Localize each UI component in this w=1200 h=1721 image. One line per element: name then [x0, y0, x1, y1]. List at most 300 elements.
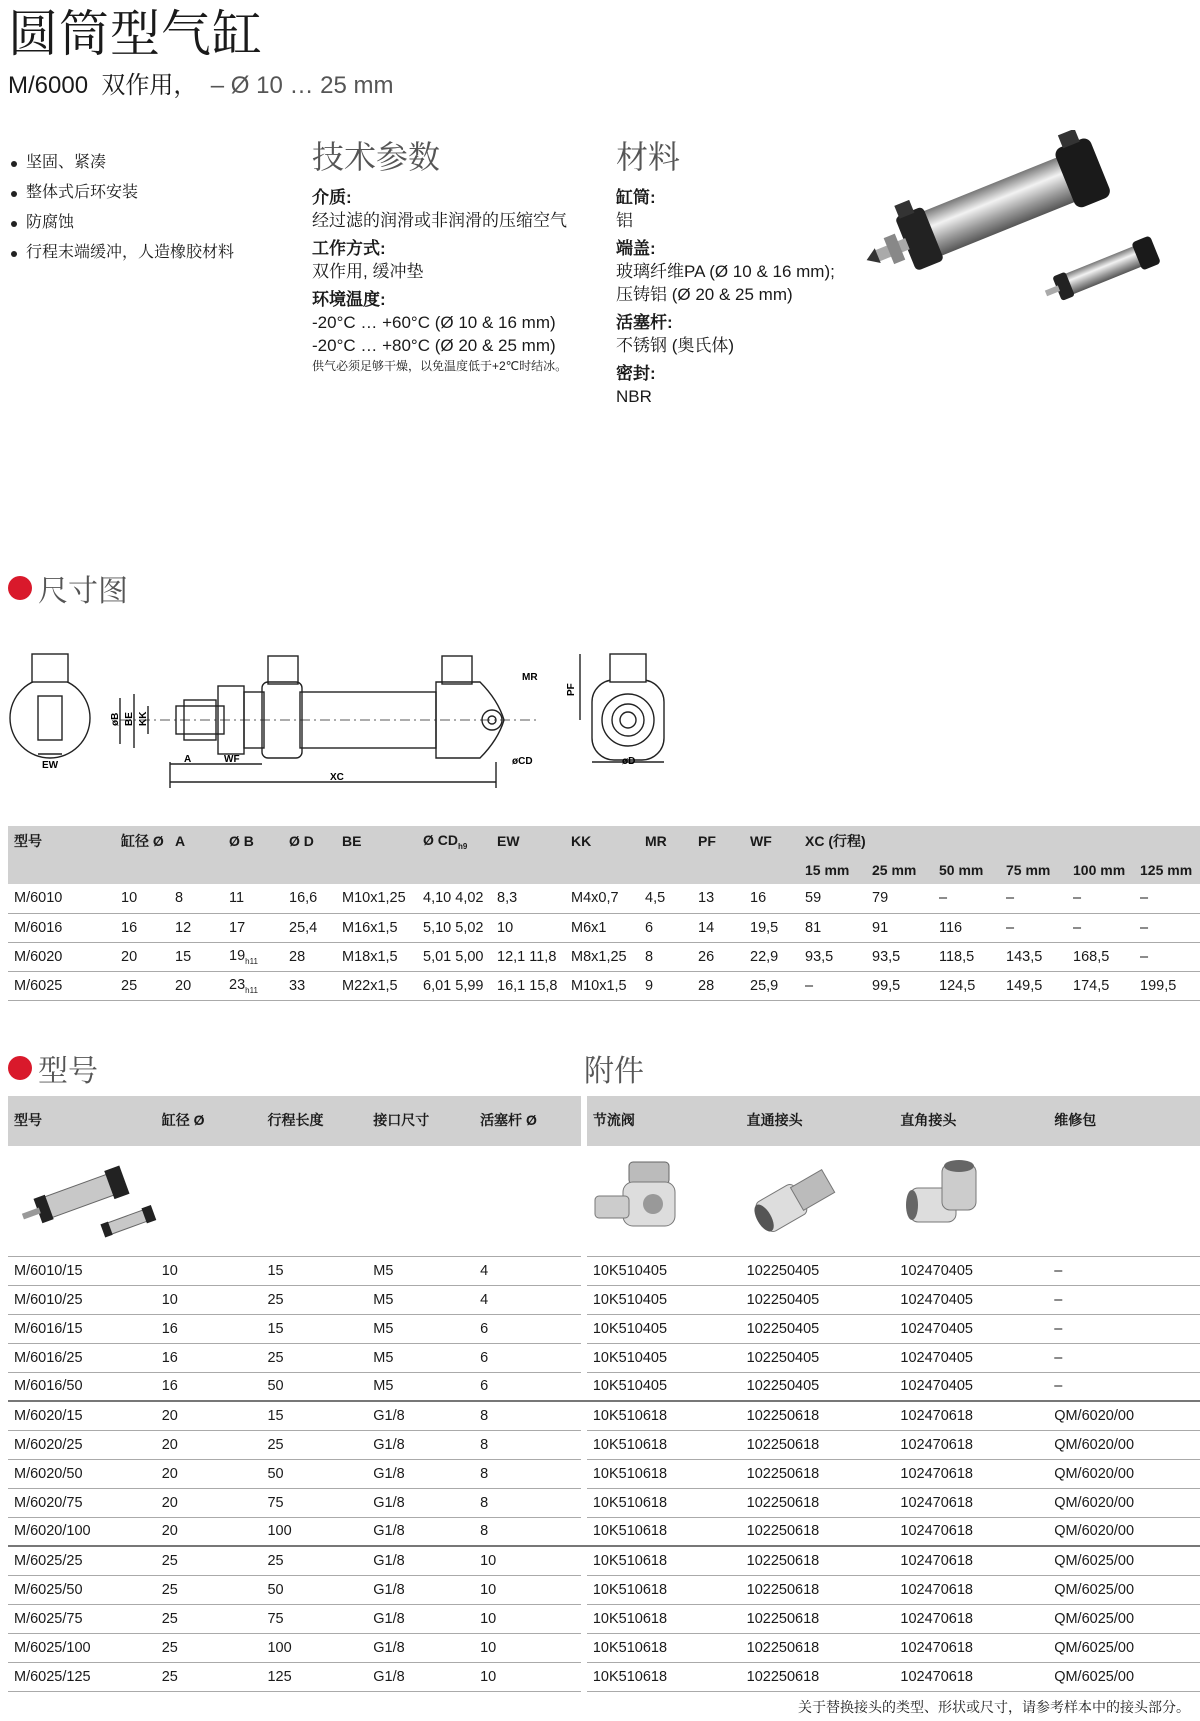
cell-value: 9 — [645, 977, 654, 994]
table-row — [8, 1256, 1200, 1285]
subtitle-model: M/6000 — [8, 72, 89, 99]
section-title: 型号 — [38, 1055, 98, 1088]
cell-value: 143,5 — [1006, 948, 1043, 965]
table-cell — [1000, 942, 1067, 971]
cell-value: M4x0,7 — [571, 890, 619, 907]
col-header — [417, 826, 491, 856]
table-cell: G1/8 — [367, 1517, 474, 1546]
tolerance-sub: h11 — [245, 985, 258, 995]
spec-value: 玻璃纤维PA (Ø 10 & 16 mm); — [616, 262, 835, 282]
table-cell: 6 — [474, 1314, 581, 1343]
table-cell — [1067, 942, 1134, 971]
cell-value: 5,10 5,02 — [423, 919, 484, 936]
cell-value: M/6010 — [14, 890, 63, 907]
table-row — [8, 1372, 1200, 1401]
table-cell: 16 — [156, 1314, 262, 1343]
table-cell: 6 — [474, 1343, 581, 1372]
table-cell: 102470405 — [894, 1372, 1048, 1401]
col-header: 型号 — [8, 826, 115, 856]
table-cell: 10 — [474, 1662, 581, 1691]
table-cell: 20 — [156, 1459, 262, 1488]
cell-value: 8 — [175, 890, 184, 907]
table-cell: – — [1048, 1343, 1200, 1372]
table-cell: M5 — [367, 1314, 474, 1343]
col-header: 活塞杆 Ø — [474, 1096, 581, 1146]
table-cell — [223, 884, 283, 913]
page-subtitle — [8, 72, 393, 101]
table-cell: G1/8 — [367, 1575, 474, 1604]
table-cell — [1067, 971, 1134, 1000]
spec-label: 密封: — [616, 364, 656, 384]
section-title: 尺寸图 — [38, 575, 128, 608]
table-cell — [491, 971, 565, 1000]
cell-value: 93,5 — [872, 948, 901, 965]
table-row — [8, 1343, 1200, 1372]
table-cell: QM/6025/00 — [1048, 1662, 1200, 1691]
cell-value: 4,5 — [645, 890, 666, 907]
table-cell: M/6020/50 — [8, 1459, 156, 1488]
spec-label: 环境温度: — [312, 290, 386, 310]
cell-value: 16 — [121, 919, 138, 936]
table-cell — [933, 942, 1000, 971]
tolerance-sub: h9 — [458, 841, 468, 851]
table-cell — [565, 884, 639, 913]
cell-value: 14 — [698, 919, 715, 936]
col-header: 缸径 Ø — [115, 826, 169, 856]
label-a: A — [184, 754, 192, 765]
table-cell: 102470618 — [894, 1604, 1048, 1633]
table-cell: 102470618 — [894, 1575, 1048, 1604]
table-cell: 10K510618 — [587, 1430, 741, 1459]
table-cell: 10K510618 — [587, 1604, 741, 1633]
table-cell: 102250405 — [741, 1343, 895, 1372]
table-cell: 10 — [474, 1546, 581, 1575]
table-cell: 15 — [261, 1401, 367, 1430]
table-cell — [8, 913, 115, 942]
table-cell: 20 — [156, 1488, 262, 1517]
table-cell — [1067, 913, 1134, 942]
table-cell — [283, 913, 336, 942]
table-cell: 4 — [474, 1285, 581, 1314]
table-cell — [744, 913, 799, 942]
table-cell: M/6025/25 — [8, 1546, 156, 1575]
table-cell — [933, 884, 1000, 913]
label-ob: øB — [110, 712, 121, 726]
table-cell — [169, 913, 223, 942]
table-cell: 6 — [474, 1372, 581, 1401]
spec-value: 双作用, 缓冲垫 — [312, 262, 424, 282]
cell-value: – — [1073, 890, 1082, 907]
table-cell — [169, 884, 223, 913]
table-cell: 125 — [261, 1662, 367, 1691]
table-cell: M/6010/15 — [8, 1256, 156, 1285]
straight-fitting-image-cell — [741, 1146, 895, 1256]
spec-label: 工作方式: — [312, 239, 386, 259]
table-cell: 50 — [261, 1575, 367, 1604]
cell-value: 124,5 — [939, 977, 976, 994]
table-cell: 100 — [261, 1517, 367, 1546]
section-dimensions — [8, 566, 128, 610]
col-header: 维修包 — [1048, 1096, 1200, 1146]
feature-item: 坚固、紧凑 — [8, 148, 234, 178]
dimension-table-body — [8, 884, 1200, 1000]
cell-value: 25,9 — [750, 977, 779, 994]
table-cell — [8, 884, 115, 913]
cell-value: 5,01 5,00 — [423, 948, 484, 965]
table-row — [8, 913, 1200, 942]
table-cell: M5 — [367, 1256, 474, 1285]
elbow-fitting-image-cell — [894, 1146, 1048, 1256]
table-cell — [866, 971, 933, 1000]
table-cell — [8, 971, 115, 1000]
table-cell: 20 — [156, 1430, 262, 1459]
cell-value: 81 — [805, 919, 822, 936]
spec-medium — [312, 187, 567, 232]
cell-value: 99,5 — [872, 977, 901, 994]
table-cell: 10 — [156, 1285, 262, 1314]
cell-value: 17 — [229, 919, 246, 936]
table-cell — [639, 942, 692, 971]
table-cell: 102250618 — [741, 1401, 895, 1430]
stroke-header: 15 mm — [799, 856, 866, 884]
cell-value: 199,5 — [1140, 977, 1177, 994]
label-be: BE — [124, 712, 135, 726]
table-cell: 102250618 — [741, 1662, 895, 1691]
label-od: øD — [622, 756, 636, 767]
cell-value: 116 — [939, 919, 963, 936]
table-cell — [169, 942, 223, 971]
materials — [616, 140, 835, 414]
table-cell: 102470618 — [894, 1488, 1048, 1517]
table-cell — [1134, 942, 1200, 971]
cell-value: 118,5 — [939, 948, 975, 965]
table-cell: 102470405 — [894, 1285, 1048, 1314]
cell-value: 91 — [872, 919, 889, 936]
spec-operation — [312, 238, 567, 283]
table-cell: QM/6025/00 — [1048, 1604, 1200, 1633]
table-cell — [336, 884, 417, 913]
table-cell: 8 — [474, 1517, 581, 1546]
table-cell — [866, 913, 933, 942]
cell-value: M6x1 — [571, 919, 607, 936]
model-table-body — [8, 1146, 1200, 1691]
table-cell: 25 — [156, 1575, 262, 1604]
cell-value: 10 — [497, 919, 514, 936]
table-cell: 102250618 — [741, 1517, 895, 1546]
table-cell — [223, 942, 283, 971]
table-cell — [1134, 971, 1200, 1000]
material-seal — [616, 363, 835, 408]
table-cell: 8 — [474, 1488, 581, 1517]
front-end-view — [580, 654, 664, 762]
cell-value: – — [805, 977, 814, 994]
material-heading: 材料 — [616, 139, 681, 175]
table-cell: 20 — [156, 1517, 262, 1546]
table-cell — [692, 884, 744, 913]
table-cell — [744, 942, 799, 971]
table-cell: G1/8 — [367, 1488, 474, 1517]
table-cell: 102250618 — [741, 1633, 895, 1662]
cell-value: 10 — [121, 890, 138, 907]
col-header: 直角接头 — [894, 1096, 1048, 1146]
table-cell: G1/8 — [367, 1459, 474, 1488]
col-header: 直通接头 — [741, 1096, 895, 1146]
label-xc: XC — [330, 772, 344, 783]
table-cell: 10K510618 — [587, 1662, 741, 1691]
cell-value: 4,10 4,02 — [423, 890, 484, 907]
table-cell — [866, 942, 933, 971]
cell-value: 6,01 5,99 — [423, 977, 484, 994]
cell-value: 20 — [175, 977, 192, 994]
spec-label: 活塞杆: — [616, 313, 673, 333]
spec-value: 铝 — [616, 211, 633, 231]
col-header: KK — [565, 826, 639, 856]
col-header: 型号 — [8, 1096, 156, 1146]
label-kk: KK — [138, 711, 149, 726]
col-header: WF — [744, 826, 799, 856]
table-row — [8, 884, 1200, 913]
table-cell: M5 — [367, 1372, 474, 1401]
table-cell: 8 — [474, 1401, 581, 1430]
page-title: 圆筒型气缸 — [8, 6, 263, 62]
cell-value: 12 — [175, 919, 192, 936]
table-cell — [639, 884, 692, 913]
table-cell: G1/8 — [367, 1662, 474, 1691]
table-cell — [565, 942, 639, 971]
table-row — [8, 942, 1200, 971]
table-cell: – — [1048, 1256, 1200, 1285]
table-cell: – — [1048, 1285, 1200, 1314]
table-cell: 102470618 — [894, 1662, 1048, 1691]
table-cell: M/6025/125 — [8, 1662, 156, 1691]
spec-value: -20°C … +80°C (Ø 20 & 25 mm) — [312, 336, 556, 356]
col-header: BE — [336, 826, 417, 856]
section-title: 附件 — [584, 1055, 644, 1088]
table-cell: QM/6020/00 — [1048, 1430, 1200, 1459]
table-cell — [933, 913, 1000, 942]
cell-value: 20 — [121, 948, 138, 965]
red-dot-icon — [8, 576, 32, 600]
stroke-header: 75 mm — [1000, 856, 1067, 884]
subtitle-type: 双作用， — [101, 72, 198, 99]
cell-value: – — [1140, 919, 1149, 936]
table-cell: M/6025/75 — [8, 1604, 156, 1633]
table-cell: M/6025/50 — [8, 1575, 156, 1604]
table-cell: QM/6025/00 — [1048, 1546, 1200, 1575]
table-cell — [799, 913, 866, 942]
table-cell: 10K510618 — [587, 1488, 741, 1517]
col-header: Ø D — [283, 826, 336, 856]
rear-end-view — [10, 654, 90, 758]
table-cell — [417, 913, 491, 942]
straight-fitting-image — [747, 1154, 847, 1244]
table-cell — [417, 942, 491, 971]
dimension-table — [8, 826, 1200, 1001]
feature-item: 整体式后环安装 — [8, 178, 234, 208]
table-cell: 10K510618 — [587, 1546, 741, 1575]
cylinder-product-image — [862, 130, 1182, 310]
table-row — [8, 1401, 1200, 1430]
spec-value: 压铸铝 (Ø 20 & 25 mm) — [616, 285, 793, 305]
cell-value: 168,5 — [1073, 948, 1110, 965]
stroke-header: 25 mm — [866, 856, 933, 884]
table-cell: 10 — [474, 1575, 581, 1604]
cell-value: 93,5 — [805, 948, 834, 965]
table-cell — [169, 971, 223, 1000]
cell-value: 26 — [698, 948, 715, 965]
cell-value: 23 — [229, 976, 246, 993]
cell-value: 16 — [750, 890, 767, 907]
cell-value: M18x1,5 — [342, 948, 398, 965]
spec-value: 经过滤的润滑或非润滑的压缩空气 — [312, 211, 567, 231]
table-cell: 10K510618 — [587, 1517, 741, 1546]
material-endcap — [616, 238, 835, 306]
table-cell: 4 — [474, 1256, 581, 1285]
table-cell — [417, 884, 491, 913]
table-cell: 10K510405 — [587, 1314, 741, 1343]
col-header: EW — [491, 826, 565, 856]
table-cell — [115, 971, 169, 1000]
table-cell: G1/8 — [367, 1430, 474, 1459]
table-cell: – — [1048, 1314, 1200, 1343]
table-cell — [1000, 913, 1067, 942]
table-cell — [744, 971, 799, 1000]
table-cell: 102470618 — [894, 1459, 1048, 1488]
table-cell: 10K510618 — [587, 1401, 741, 1430]
cell-value: – — [1140, 890, 1149, 907]
table-cell: QM/6025/00 — [1048, 1633, 1200, 1662]
table-cell: QM/6020/00 — [1048, 1459, 1200, 1488]
table-cell — [336, 913, 417, 942]
table-row — [8, 1430, 1200, 1459]
cell-value: 25,4 — [289, 919, 318, 936]
label-ocd: øCD — [512, 756, 533, 767]
table-cell: 10 — [474, 1604, 581, 1633]
cell-value: 25 — [121, 977, 138, 994]
cell-value: 11 — [229, 890, 245, 907]
label-ew: EW — [42, 760, 59, 771]
cell-value: 19 — [229, 947, 246, 964]
table-row — [8, 1604, 1200, 1633]
table-cell — [223, 913, 283, 942]
col-header: 行程长度 — [261, 1096, 367, 1146]
section-accessories — [584, 1046, 644, 1090]
table-row — [8, 1285, 1200, 1314]
cell-value: 149,5 — [1006, 977, 1043, 994]
table-cell: M/6025/100 — [8, 1633, 156, 1662]
tolerance-sub: h11 — [245, 956, 258, 966]
col-header: XC (行程) — [799, 826, 1200, 856]
cell-value: – — [1006, 890, 1015, 907]
table-cell: QM/6020/00 — [1048, 1401, 1200, 1430]
material-barrel — [616, 187, 835, 232]
subtitle-range: – Ø 10 … 25 mm — [210, 72, 394, 99]
table-row — [8, 1575, 1200, 1604]
table-cell: 102250618 — [741, 1575, 895, 1604]
cell-value: – — [1140, 948, 1149, 965]
spec-label: 端盖: — [616, 239, 656, 259]
table-cell: 25 — [156, 1633, 262, 1662]
cell-value: 8,3 — [497, 890, 518, 907]
table-cell — [491, 884, 565, 913]
col-header: 节流阀 — [587, 1096, 741, 1146]
feature-item: 行程末端缓冲，人造橡胶材料 — [8, 238, 234, 268]
table-cell: 102470405 — [894, 1343, 1048, 1372]
cell-value: M16x1,5 — [342, 919, 398, 936]
table-cell — [283, 971, 336, 1000]
tech-specs — [312, 140, 567, 381]
cylinder-thumb-cell — [8, 1146, 581, 1256]
table-cell: QM/6020/00 — [1048, 1488, 1200, 1517]
col-header: A — [169, 826, 223, 856]
label-mr: MR — [522, 672, 538, 683]
cylinder-thumb-image — [14, 1159, 164, 1239]
table-cell: 25 — [156, 1546, 262, 1575]
cell-value: 13 — [698, 890, 715, 907]
table-cell: 50 — [261, 1372, 367, 1401]
table-cell: M5 — [367, 1285, 474, 1314]
label-wf: WF — [224, 754, 240, 765]
table-row — [8, 1633, 1200, 1662]
table-cell — [1134, 884, 1200, 913]
table-cell — [115, 884, 169, 913]
dimension-drawing — [0, 640, 1200, 800]
tech-heading: 技术参数 — [312, 139, 441, 175]
table-cell: M/6020/75 — [8, 1488, 156, 1517]
image-row — [8, 1146, 1200, 1256]
table-cell: 102470618 — [894, 1546, 1048, 1575]
table-cell: 10K510618 — [587, 1633, 741, 1662]
spec-label: 缸筒: — [616, 188, 656, 208]
cell-value: M10x1,5 — [571, 977, 627, 994]
table-cell: 10K510405 — [587, 1256, 741, 1285]
table-cell: 102470618 — [894, 1430, 1048, 1459]
table-cell — [639, 971, 692, 1000]
table-cell: G1/8 — [367, 1604, 474, 1633]
footer-note: 关于替换接头的类型、形状或尺寸，请参考样本中的接头部分。 — [798, 1699, 1190, 1715]
table-cell — [1067, 884, 1134, 913]
table-cell: 10K510405 — [587, 1285, 741, 1314]
cell-value: 33 — [289, 977, 306, 994]
table-cell: 102250618 — [741, 1430, 895, 1459]
table-cell: 102470618 — [894, 1517, 1048, 1546]
table-cell — [417, 971, 491, 1000]
spec-temperature — [312, 289, 567, 375]
table-cell: 102250405 — [741, 1256, 895, 1285]
table-cell: 100 — [261, 1633, 367, 1662]
spec-note: 供气必须足够干燥，以免温度低于+2℃时结冰。 — [312, 359, 568, 374]
spec-value: -20°C … +60°C (Ø 10 & 16 mm) — [312, 313, 556, 333]
table-cell: 8 — [474, 1459, 581, 1488]
col-header: MR — [639, 826, 692, 856]
table-cell: 15 — [261, 1314, 367, 1343]
cell-value: M/6025 — [14, 977, 63, 994]
table-cell: 25 — [261, 1285, 367, 1314]
cell-value: 174,5 — [1073, 977, 1110, 994]
label-pf: PF — [566, 683, 577, 696]
cell-value: 59 — [805, 890, 822, 907]
table-cell: 16 — [156, 1343, 262, 1372]
table-cell: M/6016/50 — [8, 1372, 156, 1401]
red-dot-icon — [8, 1056, 32, 1080]
table-cell: M/6020/25 — [8, 1430, 156, 1459]
table-cell — [866, 884, 933, 913]
table-cell — [283, 884, 336, 913]
table-cell — [336, 971, 417, 1000]
table-cell — [491, 942, 565, 971]
cell-value: M10x1,25 — [342, 890, 406, 907]
table-cell: 10 — [474, 1633, 581, 1662]
